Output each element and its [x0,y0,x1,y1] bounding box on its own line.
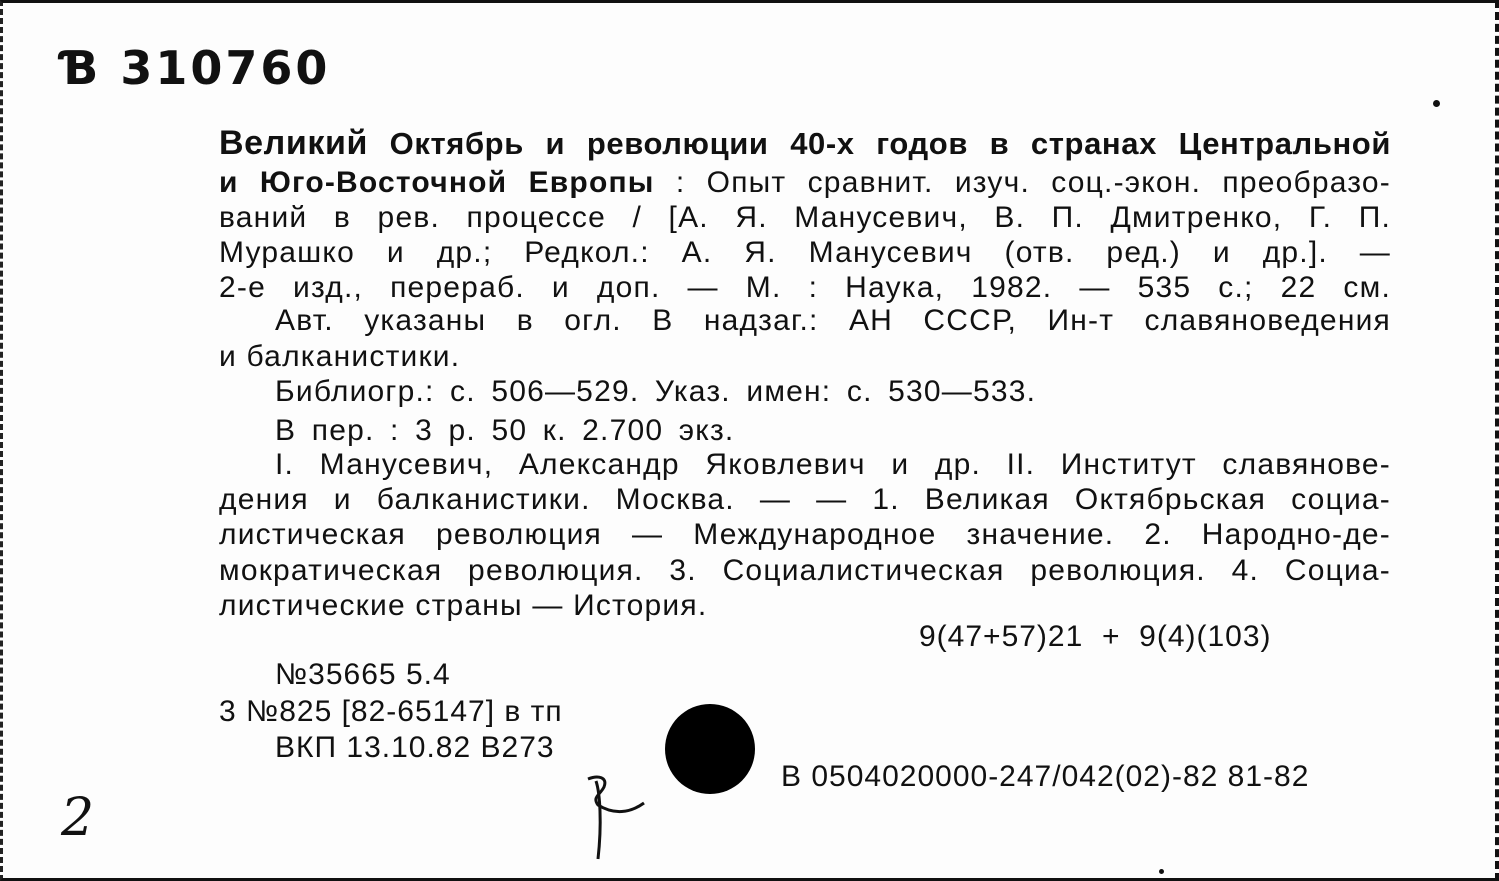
note-line: Авт. указаны в огл. В надзаг.: АН СССР, Ин-т славяноведения [275,304,1391,337]
speck [1159,869,1164,874]
handwritten-number: 2 [61,788,95,848]
subject-line: листическая революция — Международное значение. 2. Народно-де- [219,518,1391,551]
title-first-word: Великий [219,124,368,162]
subject-line: листические страны — История. [219,589,708,622]
call-number: Ɓ 310760 [61,41,331,95]
body-line: ваний в рев. процессе / [А. Я. Манусевич, В. П. Дмитренко, Г. П. [219,201,1391,234]
classification-index: 9(47+57)21 + 9(4)(103) [919,620,1272,653]
filled-circle-mark [665,704,755,794]
order-number: 3 №825 [82-65147] в тп [219,695,563,728]
price-note: В пер. : 3 р. 50 к. 2.700 экз. [275,414,735,447]
speck [1433,100,1440,107]
handwritten-initial-mark [578,773,658,863]
note-line: и балканистики. [219,340,461,373]
subject-line: I. Манусевич, Александр Яковлевич и др. II. Институт славянове- [275,448,1391,481]
isbn-code: В 0504020000-247/042(02)-82 81-82 [781,760,1310,793]
record-number: №35665 5.4 [275,658,451,691]
subject-line: мократическая революция. 3. Социалистическая революция. 4. Социа- [219,554,1391,587]
title-subtitle: : Опыт сравнит. изуч. соц.-экон. преобразо- [675,166,1391,199]
title-line-2 [219,165,1391,201]
subject-line: дения и балканистики. Москва. — — 1. Великая Октябрьская социа- [219,483,1391,516]
title-region: и Юго-Восточной Европы [219,166,655,199]
title-line-1 [219,125,1391,162]
bibliography-note: Библиогр.: с. 506—529. Указ. имен: с. 530—533. [275,375,1037,408]
chamber-record: ВКП 13.10.82 В273 [275,731,555,764]
body-line: Мурашко и др.; Редкол.: А. Я. Манусевич (отв. ред.) и др.]. — [219,236,1391,269]
title-rest: Октябрь и революции 40-х годов в странах Центральной [389,126,1391,161]
body-line: 2-е изд., перераб. и доп. — М. : Наука, 1982. — 535 с.; 22 см. [219,271,1391,304]
